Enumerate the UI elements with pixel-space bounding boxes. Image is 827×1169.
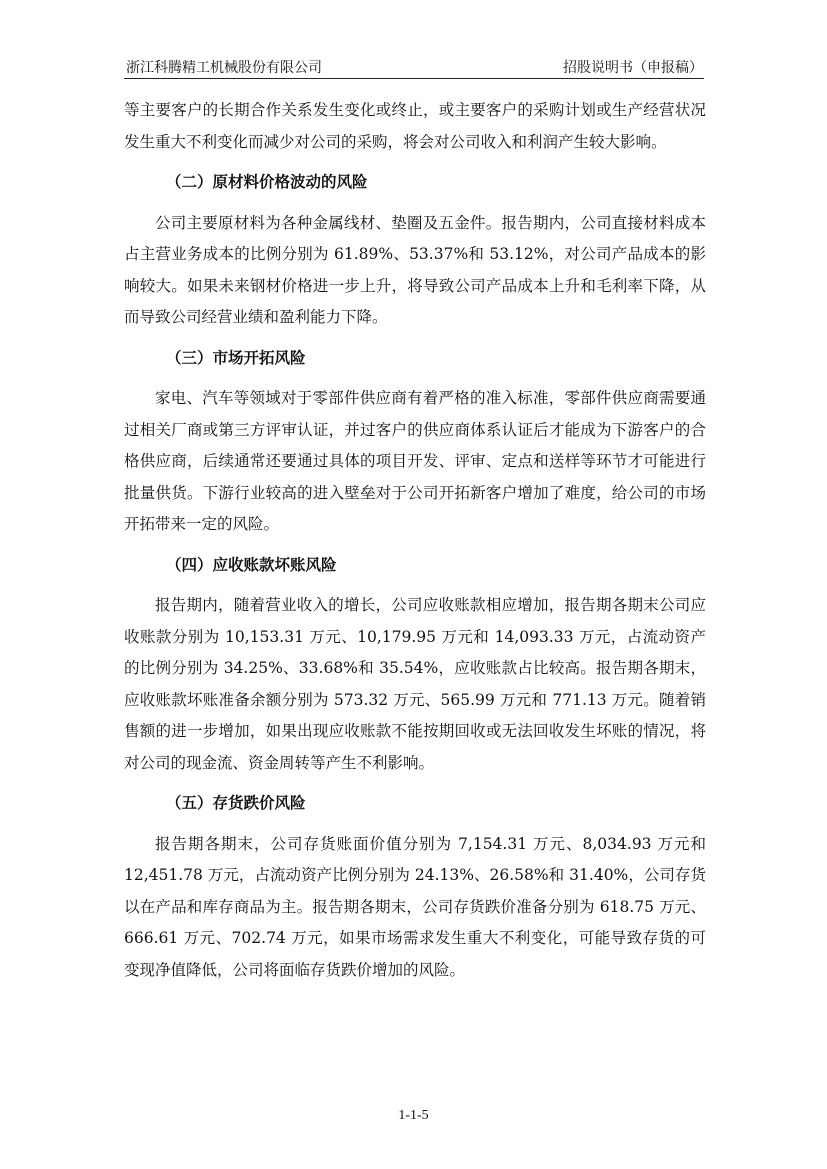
section-heading-inventory-risk: （五）存货跌价风险 bbox=[166, 794, 306, 812]
paragraph-continued: 等主要客户的长期合作关系发生变化或终止，或主要客户的采购计划或生产经营状况发生重大不利变化而减少对公司的采购，将会对公司收入和利润产生较大影响。 bbox=[124, 101, 706, 151]
header-divider bbox=[124, 78, 704, 79]
header-company-name: 浙江科腾精工机械股份有限公司 bbox=[126, 59, 322, 75]
paragraph-inventory-risk: 报告期各期末，公司存货账面价值分别为 7,154.31 万元、8,034.93 万元和 12,451.78 万元，占流动资产比例分别为 24.13%、26.58%和 31.40%，公司存货以在产品和库存商品为主。报告期各期末，公司存货跌价准备分别为 618.75 万元、666.61 万元、702.74 万元，如果市场需求发生重大不利变化，可能导致存货的可变现净值降低，公司将面临存货跌价增加的风险。 bbox=[124, 834, 706, 979]
paragraph-receivables-risk: 报告期内，随着营业收入的增长，公司应收账款相应增加，报告期各期末公司应收账款分别为 10,153.31 万元、10,179.95 万元和 14,093.33 万元，占流动资产的比例分别为 34.25%、33.68%和 35.54%，应收账款占比较高。报告期各期末，应收账款坏账准备余额分别为 573.32 万元、565.99 万元和 771.13 万元。随着销售额的进一步增加，如果出现应收账款不能按期回收或无法回收发生坏账的情况，将对公司的现金流、资金周转等产生不利影响。 bbox=[124, 596, 706, 772]
section-heading-market-risk: （三）市场开拓风险 bbox=[166, 348, 306, 367]
paragraph-market-risk: 家电、汽车等领域对于零部件供应商有着严格的准入标准，零部件供应商需要通过相关厂商或第三方评审认证，并过客户的供应商体系认证后才能成为下游客户的合格供应商，后续通常还要通过具体的项目开发、评审、定点和送样等环节才可能进行批量供货。下游行业较高的进入壁垒对于公司开拓新客户增加了难度，给公司的市场开拓带来一定的风险。 bbox=[124, 389, 706, 533]
header-document-type: 招股说明书（申报稿） bbox=[563, 59, 703, 75]
paragraph-raw-material-risk: 公司主要原材料为各种金属线材、垫圈及五金件。报告期内，公司直接材料成本占主营业务成本的比例分别为 61.89%、53.37%和 53.12%，对公司产品成本的影响较大。如果未来钢材价格进一步上升，将导致公司产品成本上升和毛利率下降，从而导致公司经营业绩和盈利能力下降。 bbox=[124, 213, 706, 326]
section-heading-receivables-risk: （四）应收账款坏账风险 bbox=[166, 555, 337, 574]
section-heading-raw-material-risk: （二）原材料价格波动的风险 bbox=[166, 173, 368, 191]
document-body bbox=[124, 95, 706, 986]
page-number: 1-1-5 bbox=[398, 1108, 429, 1123]
